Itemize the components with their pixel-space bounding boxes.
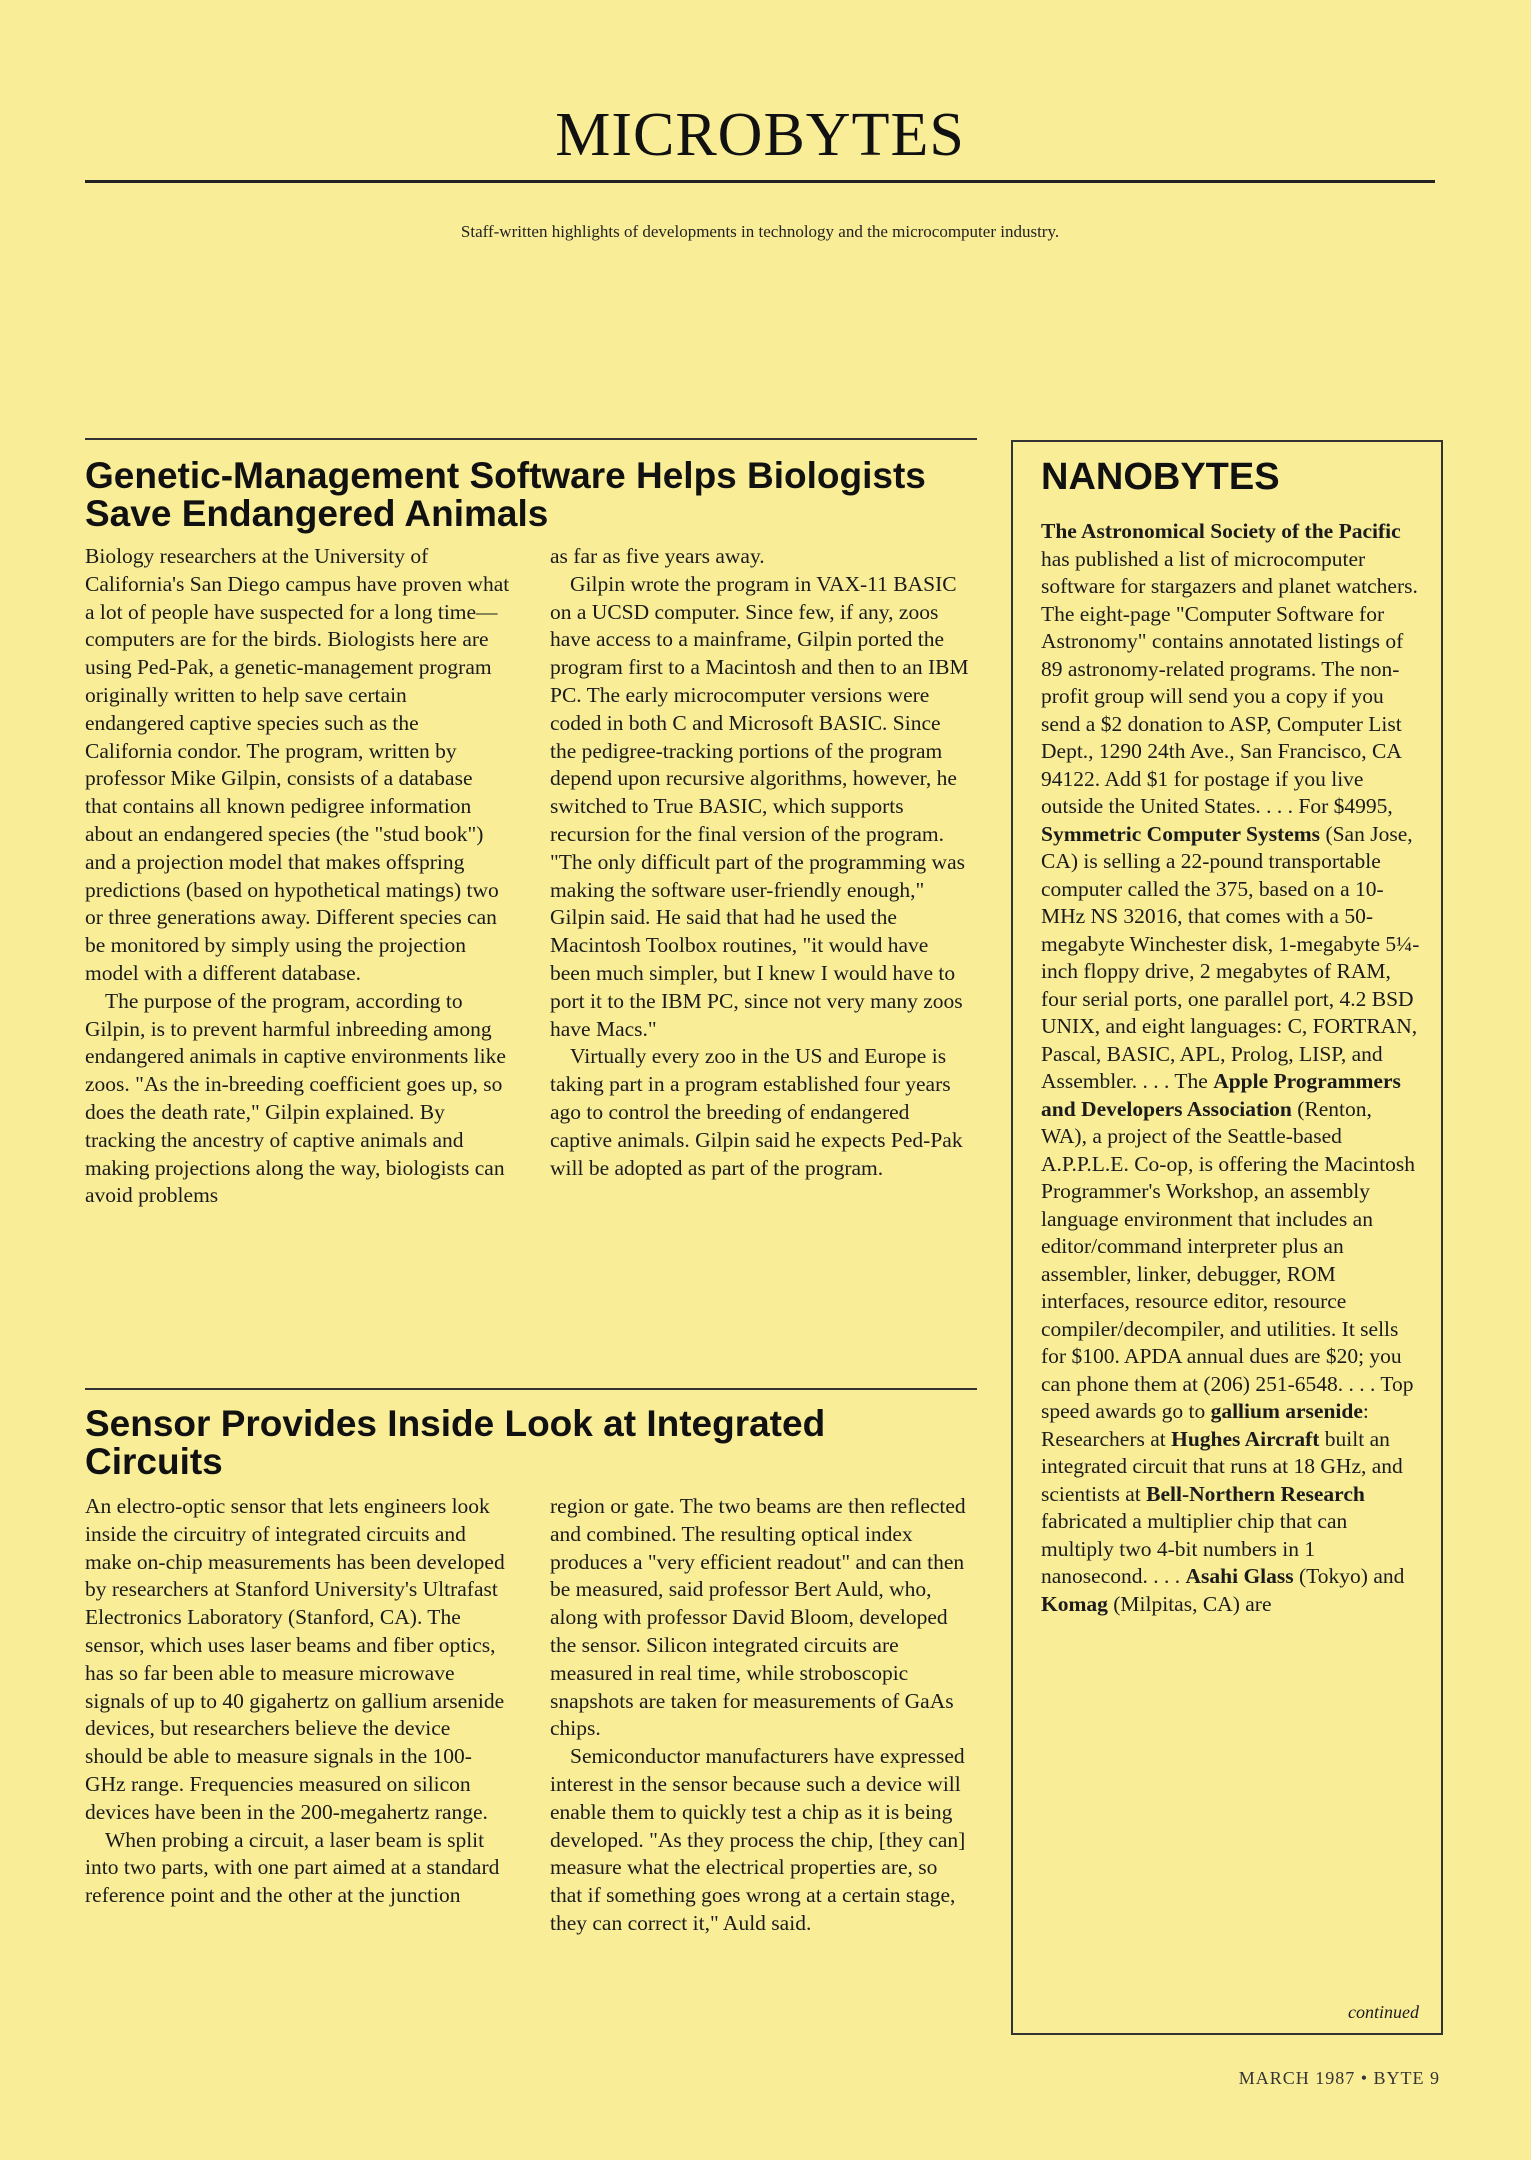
sidebar-text: (Renton, WA), a project of the Seattle-based A.P.P.L.E. Co-op, is offering the Macintosh Programmer's Workshop, an assembly language environment that includes an editor/command interpreter plus an assembler, linker, debugger, ROM interfaces, resource editor, resource compiler/decompiler, and utilities. It sells for $100. APDA annual dues are $20; you can phone them at (206) 251-6548. . . . Top speed awards go to [1041,1096,1416,1423]
article1-headline: Genetic-Management Software Helps Biologists Save Endangered Animals [85,455,926,534]
sidebar-body [1041,518,1421,1618]
article1-paragraph: Biology researchers at the University of California's San Diego campus have proven what a lot of people have suspected for a long time—computers are for the birds. Biologists here are using Ped-Pak, a genetic-management program originally written to help save certain endangered captive species such as the California condor. The program, written by professor Mike Gilpin, consists of a database that contains all known pedigree information about an endangered species (the "stud book") and a projection model that makes offspring predictions (based on hypothetical matings) two or three generations away. Different species can be monitored by simply using the projection model with a different database. [85,544,510,985]
sidebar-text: (San Jose, CA) is selling a 22-pound transportable computer called the 375, based on a 10-MHz NS 32016, that comes with a 50-megabyte Winchester disk, 1-megabyte 5¼-inch floppy drive, 2 megabytes of RAM, four serial ports, one parallel port, 4.2 BSD UNIX, and eight languages: C, FORTRAN, Pascal, BASIC, APL, Prolog, LISP, and Assembler. . . . The [1041,821,1420,1093]
org-name: Symmetric Computer Systems [1041,821,1321,846]
org-name: The Astronomical Society of the Pacific [1041,519,1401,543]
article2-paragraph: Semiconductor manufacturers have expressed interest in the sensor because such a device will enable them to quickly test a chip as it is being developed. "As they process the chip, [they can] measure what the electrical properties are, so that if something goes wrong at a certain stage, they can correct it," Auld said. [550,1744,966,1935]
article1-paragraph: Gilpin wrote the program in VAX-11 BASIC on a UCSD computer. Since few, if any, zoos have access to a mainframe, Gilpin ported the program first to a Macintosh and then to an IBM PC. The early microcomputer versions were coded in both C and Microsoft BASIC. Since the pedigree-tracking portions of the program depend upon recursive algorithms, however, he switched to True BASIC, which supports recursion for the final version of the program. "The only difficult part of the programming was making the software user-friendly enough," Gilpin said. He said that had he used the Macintosh Toolbox routines, "it would have been much simpler, but I knew I would have to port it to the IBM PC, since not very many zoos have Macs." [550,571,969,1041]
org-name: Apple Programmers and Developers Association [1041,1069,1401,1121]
org-name: Bell-Northern Research [1146,1481,1365,1506]
sidebar-text: built an integrated circuit that runs at 18 GHz, and scientists at [1041,1426,1403,1506]
article1-paragraph: The purpose of the program, according to Gilpin, is to prevent harmful inbreeding among endangered animals in captive environments like zoos. "As the in-breeding coefficient goes up, so does the death rate," Gilpin explained. By tracking the ancestry of captive animals and making projections along the way, biologists can avoid problems [85,988,506,1208]
org-name: Asahi Glass [1185,1564,1294,1588]
sidebar-text: has published a list of microcomputer software for stargazers and planet watchers. The eight-page "Computer Software for Astronomy" contains annotated listings of 89 astronomy-related programs. The non-profit group will send you a copy if you send a $2 donation to ASP, Computer List Dept., 1290 24th Ave., San Francisco, CA 94122. Add $1 for postage if you live outside the United States. . . . For $4995, [1041,546,1418,818]
masthead-subtitle: Staff-written highlights of developments in technology and the microcomputer industry. [460,222,1060,241]
sidebar-text: : Researchers at [1041,1399,1369,1451]
article2-headline: Sensor Provides Inside Look at Integrated Circuits [85,1403,826,1482]
sidebar-text: fabricated a multiplier chip that can multiply two 4-bit numbers in 1 nanosecond. . . . [1041,1509,1348,1588]
continued-label: continued [1348,2002,1419,2022]
article2-column-2 [550,1493,975,1938]
masthead [85,100,1435,171]
page-folio: MARCH 1987 • BYTE 9 [1238,2068,1440,2088]
org-name: Hughes Aircraft [1171,1426,1320,1451]
article1-paragraph: as far as five years away. [550,544,765,568]
sidebar-title: NANOBYTES [1041,456,1280,498]
sidebar-text: (Tokyo) and [1293,1564,1405,1588]
article2-paragraph: An electro-optic sensor that lets engineers look inside the circuitry of integrated circuits and make on-chip measurements has been developed by researchers at Stanford University's Ultrafast Electronics Laboratory (Stanford, CA). The sensor, which uses laser beams and fiber optics, has so far been able to measure microwave signals of up to 40 gigahertz on gallium arsenide devices, but researchers believe the device should be able to measure signals in the 100-GHz range. Frequencies measured on silicon devices have been in the 200-megahertz range. [85,1494,505,1824]
sidebar-text: (Milpitas, CA) are [1107,1591,1272,1616]
article1-column-1 [85,543,510,1210]
article2-column-1 [85,1493,510,1910]
article1-rule [85,438,977,440]
org-name: Komag [1041,1591,1108,1616]
article2-rule [85,1388,977,1390]
org-name: gallium arsenide [1210,1399,1363,1423]
masthead-rule [85,180,1435,183]
article1-column-2 [550,543,970,1182]
page-title: MICROBYTES [555,101,965,169]
article2-paragraph: region or gate. The two beams are then reflected and combined. The resulting optical index produces a "very efficient readout" and can then be measured, said professor Bert Auld, who, along with professor David Bloom, developed the sensor. Silicon integrated circuits are measured in real time, while stroboscopic snapshots are taken for measurements of GaAs chips. [550,1494,966,1741]
article1-paragraph: Virtually every zoo in the US and Europe is taking part in a program established four years ago to control the breeding of endangered captive animals. Gilpin said he expects Ped-Pak will be adopted as part of the program. [550,1044,963,1180]
nanobytes-sidebar [1011,440,1443,2035]
article2-paragraph: When probing a circuit, a laser beam is split into two parts, with one part aimed at a standard reference point and the other at the junction [85,1827,500,1908]
